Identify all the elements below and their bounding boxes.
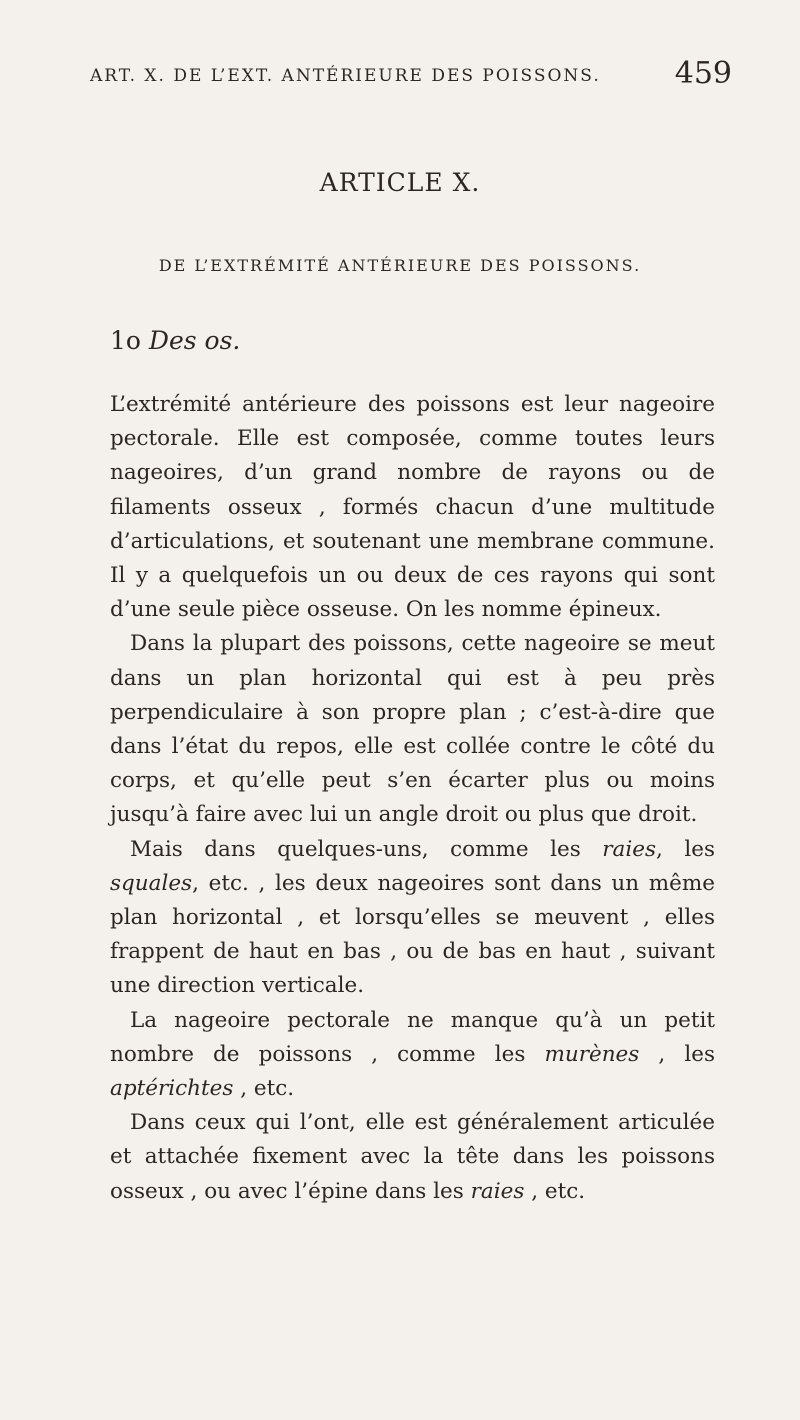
section-heading bbox=[110, 326, 240, 355]
italic-term: aptérichtes bbox=[110, 1076, 234, 1102]
running-title: ART. X. DE L’EXT. ANTÉRIEURE DES POISSONS. bbox=[90, 66, 601, 86]
section-number: 1o bbox=[110, 326, 141, 355]
paragraph bbox=[110, 833, 715, 1004]
paragraph: L’extrémité antérieure des poissons est leur nageoire pectorale. Elle est composée, comme toutes leurs nageoires, d’un grand nombre de rayons ou de filaments osseux , formés chacun d’une multitude d’articulations, et soutenant une membrane commune. Il y a quelquefois un ou deux de ces rayons qui sont d’une seule pièce osseuse. On les nomme épineux. bbox=[110, 392, 715, 623]
text-run: La nageoire pectorale ne manque qu’à un petit nombre de poissons , comme les bbox=[110, 1007, 715, 1067]
italic-term: murènes bbox=[544, 1041, 640, 1067]
italic-term: squales bbox=[110, 870, 193, 896]
paragraph bbox=[110, 1004, 715, 1107]
text-run: , les bbox=[639, 1041, 715, 1067]
article-subtitle: DE L’EXTRÉMITÉ ANTÉRIEURE DES POISSONS. bbox=[158, 256, 642, 275]
italic-term: raies bbox=[470, 1178, 525, 1204]
text-run: , etc. , les deux nageoires sont dans un même plan horizontal , et lorsqu’elles se meuvent , elles frappent de haut en bas , ou de bas en haut , suivant une direction verticale. bbox=[110, 870, 715, 999]
page-number: 459 bbox=[674, 56, 732, 91]
paragraph: Dans la plupart des poissons, cette nageoire se meut dans un plan horizontal qui est à peu près perpendiculaire à son propre plan ; c’est-à-dire que dans l’état du repos, elle est collée contre le côté du corps, et qu’elle peut s’en écarter plus ou moins jusqu’à faire avec lui un angle droit ou plus que droit. bbox=[110, 631, 715, 828]
text-run: Mais dans quelques-uns, comme les bbox=[130, 836, 603, 862]
running-header bbox=[90, 56, 732, 91]
italic-term: raies bbox=[602, 836, 657, 862]
text-run: , les bbox=[656, 836, 715, 862]
text-run: Dans ceux qui l’ont, elle est généralement articulée et attachée fixement avec la tête dans les poissons osseux , ou avec l’épine dans les bbox=[110, 1110, 715, 1204]
body-text bbox=[110, 388, 715, 1209]
text-run: , etc. bbox=[524, 1178, 586, 1204]
text-run: , etc. bbox=[233, 1076, 295, 1102]
article-title: ARTICLE X. bbox=[319, 168, 481, 197]
section-title: Des os. bbox=[148, 326, 241, 355]
paragraph bbox=[110, 1106, 715, 1209]
